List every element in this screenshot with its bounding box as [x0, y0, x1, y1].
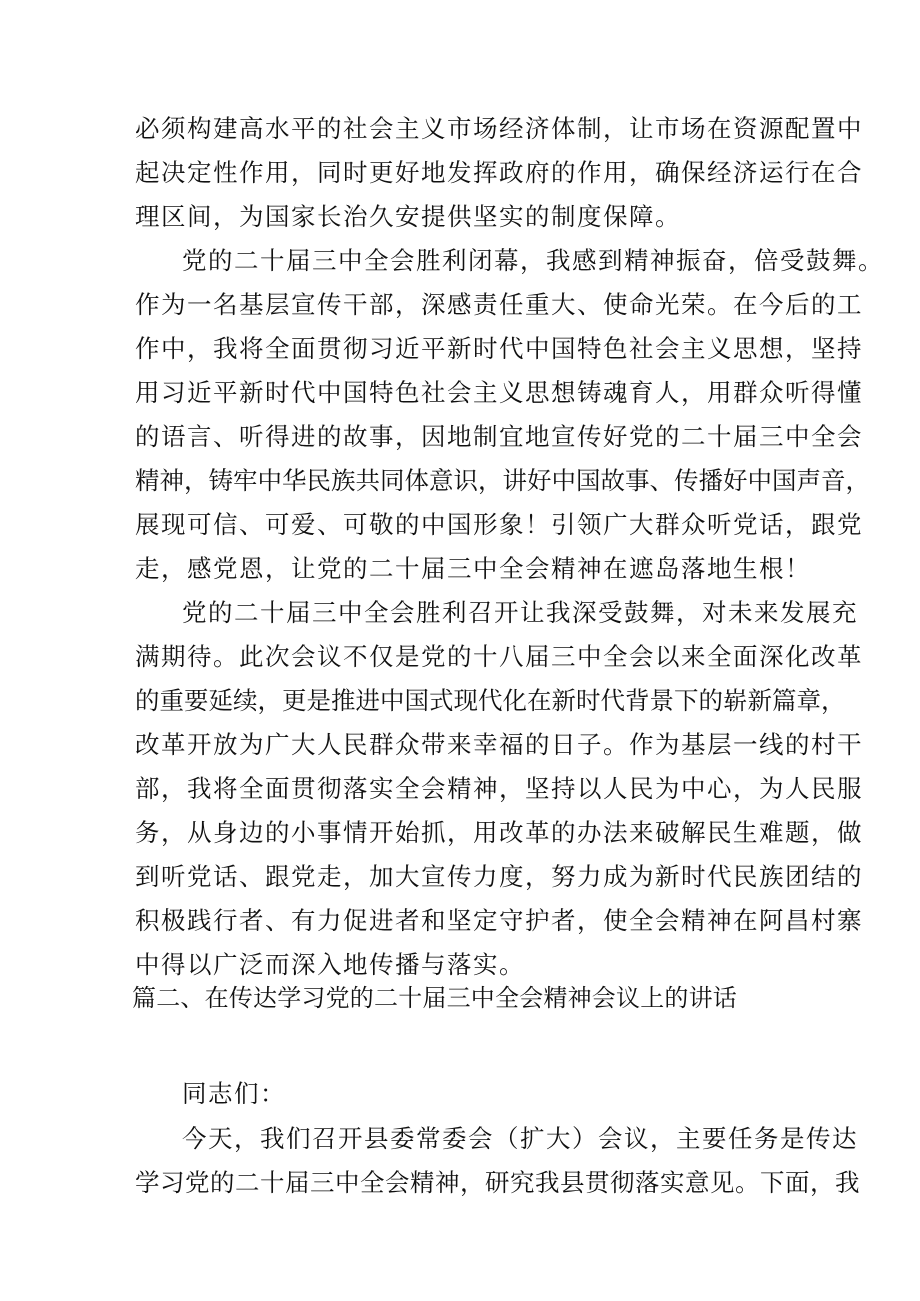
text-line: 理区间，为国家长治久安提供坚实的制度保障。 [135, 202, 681, 231]
text-line: 用习近平新时代中国特色社会主义思想铸魂育人，用群众听得懂 [135, 378, 863, 407]
text-line: 今天，我们召开县委常委会（扩大）会议，主要任务是传达 [182, 1124, 858, 1153]
text-line: 务，从身边的小事情开始抓，用改革的办法来破解民生难题，做 [135, 818, 863, 847]
text-line: 满期待。此次会议不仅是党的十八届三中全会以来全面深化改革 [135, 642, 863, 671]
text-line: 中得以广泛而深入地传播与落实。 [135, 950, 525, 979]
text-line: 党的二十届三中全会胜利闭幕，我感到精神振奋，倍受鼓舞。 [182, 246, 884, 275]
text-line: 的重要延续，更是推进中国式现代化在新时代背景下的崭新篇章， [135, 686, 846, 715]
text-line: 作为一名基层宣传干部，深感责任重大、使命光荣。在今后的工 [135, 290, 863, 319]
text-line: 部，我将全面贯彻落实全会精神，坚持以人民为中心，为人民服 [135, 774, 863, 803]
text-line: 到听党话、跟党走，加大宣传力度，努力成为新时代民族团结的 [135, 862, 863, 891]
text-line: 作中，我将全面贯彻习近平新时代中国特色社会主义思想，坚持 [135, 334, 863, 363]
text-line: 积极践行者、有力促进者和坚定守护者，使全会精神在阿昌村寨 [135, 906, 863, 935]
text-line: 学习党的二十届三中全会精神，研究我县贯彻落实意见。下面，我 [135, 1168, 860, 1197]
text-line: 展现可信、可爱、可敬的中国形象！引领广大群众听党话，跟党 [135, 510, 863, 539]
text-line: 的语言、听得进的故事，因地制宜地宣传好党的二十届三中全会 [135, 422, 863, 451]
text-line: 起决定性作用，同时更好地发挥政府的作用，确保经济运行在合 [135, 158, 863, 187]
text-line: 必须构建高水平的社会主义市场经济体制，让市场在资源配置中 [135, 114, 863, 143]
salutation: 同志们： [182, 1079, 286, 1108]
text-line: 走，感党恩，让党的二十届三中全会精神在遮岛落地生根！ [135, 554, 811, 583]
text-line: 改革开放为广大人民群众带来幸福的日子。作为基层一线的村干 [135, 730, 863, 759]
text-line: 党的二十届三中全会胜利召开让我深受鼓舞，对未来发展充 [182, 598, 858, 627]
text-line: 精神，铸牢中华民族共同体意识，讲好中国故事、传播好中国声音， [135, 466, 870, 495]
section-heading: 篇二、在传达学习党的二十届三中全会精神会议上的讲话 [132, 984, 737, 1012]
